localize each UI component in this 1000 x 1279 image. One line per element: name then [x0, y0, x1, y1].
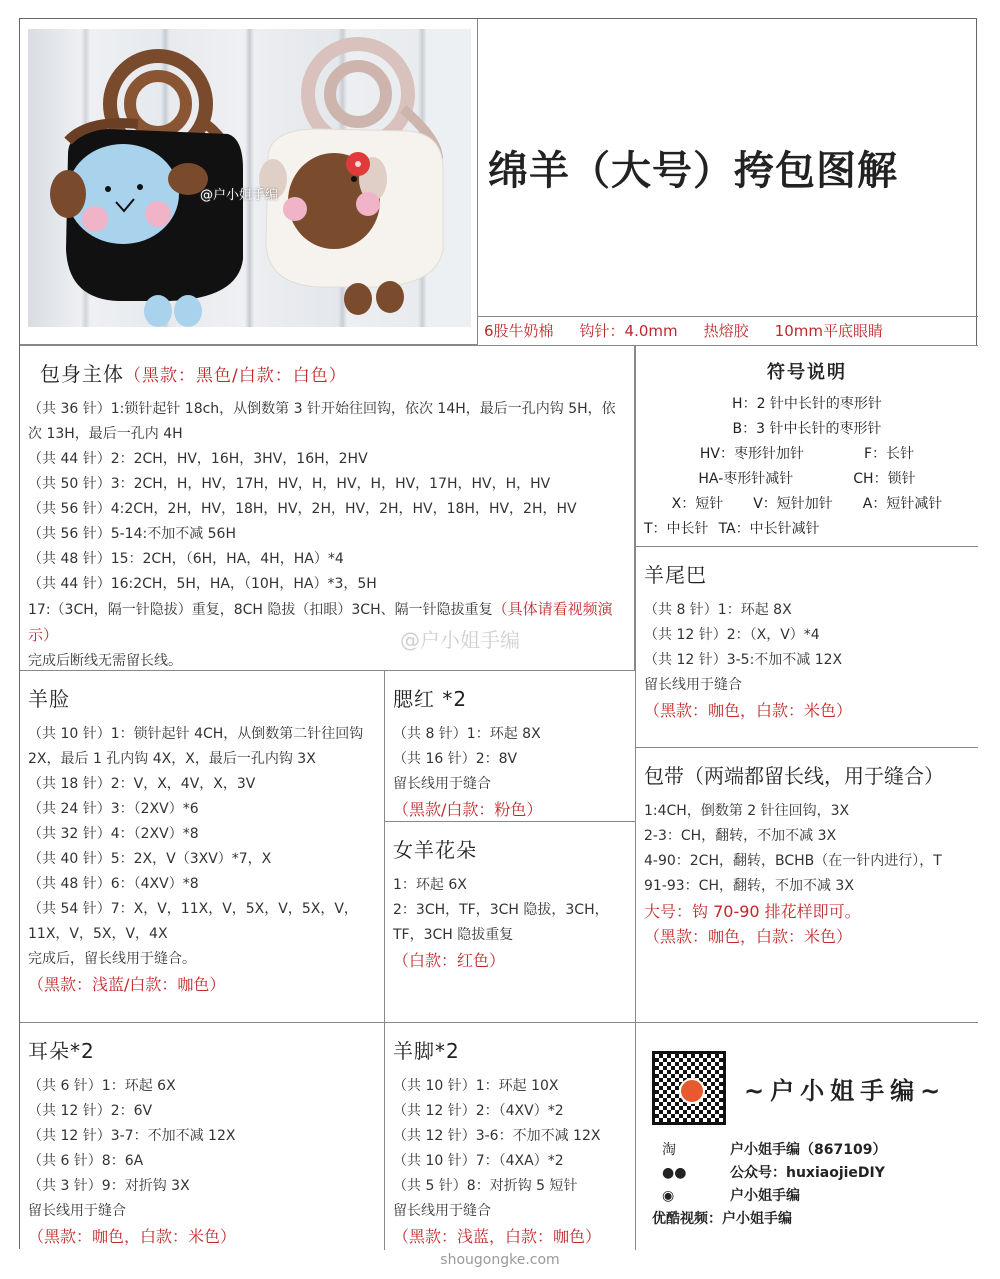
legs-row-1: （共 10 针）1：环起 10X [393, 1078, 559, 1094]
section-title: 包身主体（黑款：黑色/白款：白色） [40, 362, 347, 386]
section-title: 羊脚*2 [393, 1039, 460, 1063]
tail-row-3-5: （共 12 针）3-5:不加不减 12X [644, 652, 843, 668]
photo-watermark: @户小姐手编 [200, 188, 279, 203]
symbol-row-t-ta: T：中长针 TA：中长针减针 [644, 521, 820, 537]
section-body [20, 345, 635, 671]
section-brand [635, 1022, 978, 1250]
tail-color: （黑款：咖色，白款：米色） [644, 701, 853, 720]
symbol-row-hv-f: HV：枣形针加针 F：长针 [699, 446, 915, 462]
wechat-icon: ●● [662, 1165, 687, 1181]
materials-list [477, 316, 978, 344]
strap-row-91-93: 91-93：CH，翻转，不加不减 3X [644, 878, 854, 894]
legs-row-2: （共 12 针）2：（4XV）*2 [393, 1103, 564, 1119]
face-row-1: （共 10 针）1：锁针起针 4CH，从倒数第二针往回钩 2X，最后 1 孔内钩 4X，X，最后一孔内钩 3X [28, 726, 364, 767]
section-title: 女羊花朵 [393, 838, 477, 862]
ears-row-8: （共 6 针）8：6A [28, 1153, 144, 1169]
section-strap [635, 747, 978, 1023]
strap-size-note: 大号：钩 70-90 排花样即可。 [644, 902, 861, 921]
ears-row-2: （共 12 针）2：6V [28, 1103, 153, 1119]
material-eyes: 10mm平底眼睛 [774, 322, 883, 340]
section-ears [20, 1022, 385, 1250]
symbol-row-ha-ch: HA-枣形针减针 CH：锁针 [698, 471, 916, 487]
section-flower [384, 821, 636, 1023]
symbol-row-x-v-a: X：短针 V：短针加针 A：短针减针 [671, 496, 943, 512]
taobao-icon: 淘 [662, 1142, 676, 1158]
section-legs [384, 1022, 636, 1250]
row-5-14: （共 56 针）5-14:不加不减 56H [28, 526, 236, 542]
face-note: 完成后，留长线用于缝合。 [28, 951, 196, 967]
page-title: 绵羊（大号）挎包图解 [488, 148, 898, 194]
row-16: （共 44 针）16:2CH，5H，HA，（10H，HA）*3，5H [28, 576, 377, 592]
youku-label: 优酷视频： [652, 1211, 722, 1227]
page-title-cell [478, 19, 978, 316]
ears-row-9: （共 3 针）9：对折钩 3X [28, 1178, 190, 1194]
ears-color: （黑款：咖色，白款：米色） [28, 1227, 237, 1246]
strap-color: （黑款：咖色，白款：米色） [644, 927, 853, 946]
symbol-b: B：3 针中长针的枣形针 [732, 421, 882, 437]
blush-color: （黑款/白款：粉色） [393, 800, 543, 819]
section-tail [635, 546, 978, 748]
face-row-5: （共 40 针）5：2X，V（3XV）*7，X [28, 851, 272, 867]
row-1: （共 36 针）1:锁针起针 18ch，从倒数第 3 针开始往回钩，依次 14H，最后一孔内钩 5H，依次 13H，最后一孔内 4H [28, 401, 616, 442]
face-row-2: （共 18 针）2：V，X，4V，X，3V [28, 776, 256, 792]
row-4: （共 56 针）4:2CH，2H，HV，18H，HV，2H，HV，2H，HV，18H，HV，2H，HV [28, 501, 577, 517]
section-symbols [635, 345, 978, 547]
flower-row-1: 1：环起 6X [393, 877, 467, 893]
flower-row-2: 2：3CH，TF，3CH 隐拔，3CH，TF，3CH 隐拔重复 [393, 902, 609, 943]
wechat-row [652, 1162, 978, 1185]
youku-row [652, 1208, 978, 1231]
legs-row-7: （共 10 针）7：（4XA）*2 [393, 1153, 564, 1169]
section-title: 腮红 *2 [393, 687, 468, 711]
strap-row-1: 1:4CH，倒数第 2 针往回钩，3X [644, 803, 850, 819]
video-note: （具体请看视频演示） [28, 600, 613, 644]
legs-row-8: （共 5 针）8：对折钩 5 短针 [393, 1178, 578, 1194]
strap-row-4-90: 4-90：2CH，翻转，BCHB（在一针内进行），T [644, 853, 942, 869]
tail-row-2: （共 12 针）2：（X，V）*4 [644, 627, 820, 643]
section-title: 耳朵*2 [28, 1039, 95, 1063]
finish-note: 完成后断线无需留长线。 [28, 653, 182, 669]
legs-color: （黑款：浅蓝，白款：咖色） [393, 1227, 602, 1246]
blush-note: 留长线用于缝合 [393, 776, 491, 792]
blush-row-2: （共 16 针）2：8V [393, 751, 518, 767]
section-face [20, 670, 385, 1023]
weibo-account: 户小姐手编 [730, 1188, 800, 1204]
material-yarn: 6股牛奶棉 [484, 322, 554, 340]
ears-row-3-7: （共 12 针）3-7：不加不减 12X [28, 1128, 236, 1144]
face-row-3: （共 24 针）3：（2XV）*6 [28, 801, 199, 817]
taobao-row [652, 1139, 978, 1162]
weibo-icon: ◉ [662, 1188, 675, 1204]
brand-title: ~户小姐手编~ [744, 1076, 947, 1105]
youku-account: 户小姐手编 [722, 1211, 792, 1227]
section-title: 包带（两端都留长线，用于缝合） [644, 764, 944, 788]
row-15: （共 48 针）15：2CH，（6H，HA，4H，HA）*4 [28, 551, 344, 567]
section-blush [384, 670, 636, 822]
ears-row-1: （共 6 针）1：环起 6X [28, 1078, 176, 1094]
legs-note: 留长线用于缝合 [393, 1203, 491, 1219]
product-photo [28, 29, 471, 327]
face-row-6: （共 48 针）6：（4XV）*8 [28, 876, 199, 892]
section-title: 羊脸 [28, 687, 70, 711]
face-row-4: （共 32 针）4：（2XV）*8 [28, 826, 199, 842]
strap-row-2-3: 2-3：CH，翻转，不加不减 3X [644, 828, 837, 844]
photo-cell [20, 19, 478, 345]
row-3: （共 50 针）3：2CH，H，HV，17H，HV，H，HV，H，HV，17H，HV，H，HV [28, 476, 551, 492]
pattern-sheet [19, 18, 977, 1249]
symbol-h: H：2 针中长针的枣形针 [732, 396, 882, 412]
symbols-title: 符号说明 [767, 362, 847, 383]
material-hook: 钩针：4.0mm [579, 322, 678, 340]
flower-color: （白款：红色） [393, 951, 506, 970]
color-note: （黑款：黑色/白款：白色） [124, 366, 347, 386]
taobao-shop: 户小姐手编（867109） [730, 1142, 887, 1158]
tail-row-1: （共 8 针）1：环起 8X [644, 602, 792, 618]
weibo-row [652, 1185, 978, 1208]
sheep-bags-image [28, 29, 471, 327]
weibo-watermark: @户小姐手编 [400, 628, 520, 652]
taobao-qr-code[interactable] [652, 1051, 726, 1125]
ears-note: 留长线用于缝合 [28, 1203, 126, 1219]
row-17: 17:（3CH，隔一针隐拔）重复，8CH 隐拔（扣眼）3CH、隔一针隐拔重复（具体请看视频演示） [28, 600, 613, 644]
site-watermark: shougongke.com [440, 1252, 560, 1268]
legs-row-3-6: （共 12 针）3-6：不加不减 12X [393, 1128, 601, 1144]
brand-header [652, 1051, 978, 1125]
blush-row-1: （共 8 针）1：环起 8X [393, 726, 541, 742]
section-title: 羊尾巴 [644, 563, 707, 587]
tail-note: 留长线用于缝合 [644, 677, 742, 693]
material-glue: 热熔胶 [703, 322, 749, 340]
face-color: （黑款：浅蓝/白款：咖色） [28, 975, 226, 994]
row-2: （共 44 针）2：2CH，HV，16H，3HV，16H，2HV [28, 451, 368, 467]
wechat-account: 公众号：huxiaojieDIY [730, 1165, 885, 1181]
face-row-7: （共 54 针）7：X，V，11X，V，5X，V，5X，V，11X，V，5X，V，4X [28, 901, 358, 942]
